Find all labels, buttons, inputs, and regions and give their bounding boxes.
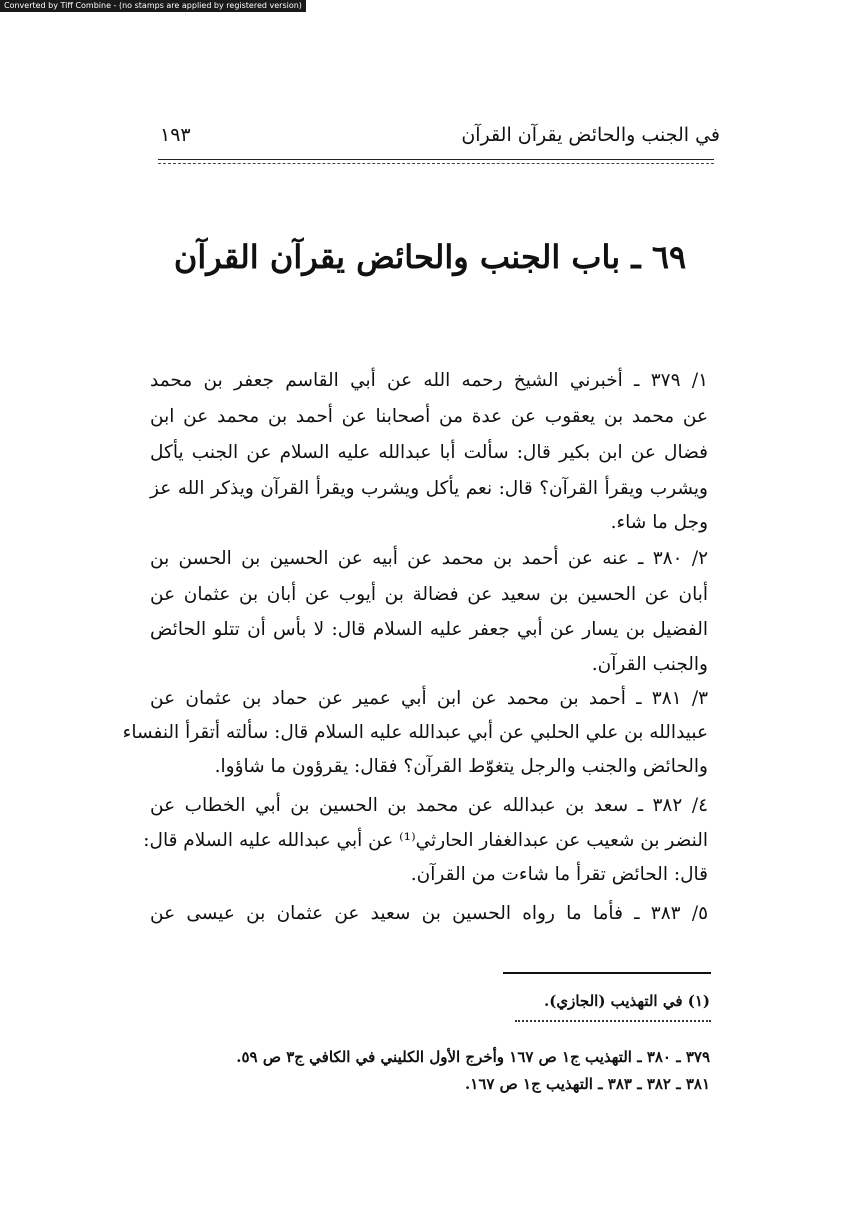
text-line: النضر بن شعيب عن عبدالغفار الحارثي⁽¹⁾ عن أبي عبدالله عليه السلام قال: — [143, 830, 708, 851]
text-line: ١/ ٣٧٩ ـ أخبرني الشيخ رحمه الله عن أبي القاسم جعفر بن محمد — [150, 370, 708, 391]
text-line: والجنب القرآن. — [591, 654, 708, 675]
text-line: والحائض والجنب والرجل يتغوّط القرآن؟ فقال: يقرؤون ما شاؤوا. — [214, 756, 708, 777]
footnote-dotted-separator — [515, 1020, 711, 1034]
running-title: في الجنب والحائض يقرآن القرآن — [461, 124, 720, 146]
text-line: ٥/ ٣٨٣ ـ فأما ما رواه الحسين بن سعيد عن عثمان بن عيسى عن — [150, 903, 708, 924]
text-line: فضال عن ابن بكير قال: سألت أبا عبدالله عليه السلام عن الجنب يأكل — [150, 442, 708, 463]
text-line: ٤/ ٣٨٢ ـ سعد بن عبدالله عن محمد بن الحسين بن أبي الخطاب عن — [150, 795, 708, 816]
conversion-watermark: Converted by Tiff Combine - (no stamps are applied by registered version) — [0, 0, 306, 12]
text-line: ٣/ ٣٨١ ـ أحمد بن محمد عن ابن أبي عمير عن حماد بن عثمان عن — [150, 688, 708, 709]
text-line: أبان عن الحسين بن سعيد عن فضالة بن أيوب عن أبان بن عثمان عن — [150, 584, 708, 605]
text-line: عبيدالله بن علي الحلبي عن أبي عبدالله عليه السلام قال: سألته أتقرأ النفساء — [122, 722, 708, 743]
header-rule-dashed — [158, 163, 714, 164]
header-rule — [158, 159, 714, 160]
footnote-1: (١) في التهذيب (الجازي). — [544, 992, 710, 1010]
text-line: قال: الحائض تقرأ ما شاءت من القرآن. — [410, 864, 708, 885]
source-reference: ٣٨١ ـ ٣٨٢ ـ ٣٨٣ ـ التهذيب ج١ ص ١٦٧. — [465, 1075, 710, 1093]
footnote-rule — [503, 972, 711, 974]
text-line: وجل ما شاء. — [610, 512, 708, 533]
source-reference: ٣٧٩ ـ ٣٨٠ ـ التهذيب ج١ ص ١٦٧ وأخرج الأول الكليني في الكافي ج٣ ص ٥٩. — [236, 1048, 710, 1066]
text-line: الفضيل بن يسار عن أبي جعفر عليه السلام قال: لا بأس أن تتلو الحائض — [150, 619, 708, 640]
chapter-title: ٦٩ ـ باب الجنب والحائض يقرآن القرآن — [173, 238, 687, 276]
text-line: ٢/ ٣٨٠ ـ عنه عن أحمد بن محمد عن أبيه عن الحسين بن الحسن بن — [150, 548, 708, 569]
page-number: ١٩٣ — [160, 124, 191, 146]
text-line: ويشرب ويقرأ القرآن؟ قال: نعم يأكل ويشرب ويقرأ القرآن ويذكر الله عز — [150, 478, 708, 499]
text-line: عن محمد بن يعقوب عن عدة من أصحابنا عن أحمد بن محمد عن ابن — [150, 406, 708, 427]
